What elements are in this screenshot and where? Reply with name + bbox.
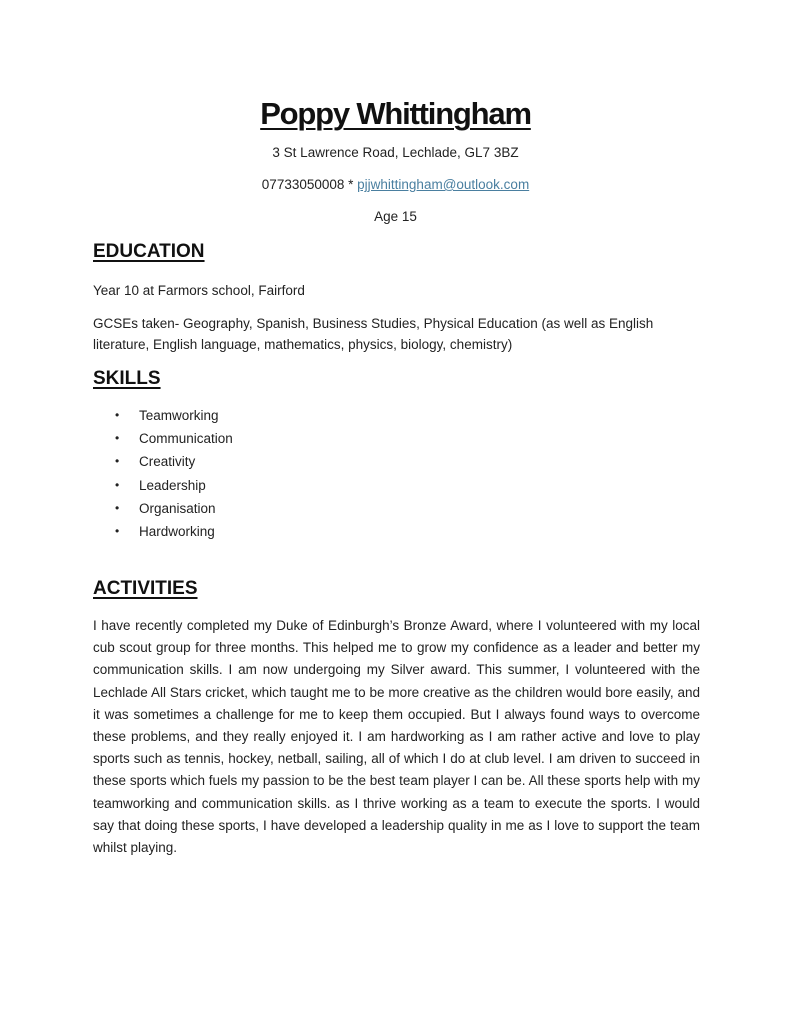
email-link[interactable]: pjjwhittingham@outlook.com (357, 177, 530, 192)
skills-list (93, 404, 233, 543)
skill-label: Hardworking (139, 523, 215, 539)
skill-item (93, 520, 233, 543)
skill-item (93, 497, 233, 520)
bullet-icon: • (115, 454, 120, 469)
age-line: Age 15 (374, 209, 417, 224)
skill-label: Communication (139, 431, 233, 447)
bullet-icon: • (115, 477, 120, 492)
education-heading: EDUCATION (93, 241, 205, 262)
skill-label: Teamworking (139, 408, 219, 423)
skills-heading: SKILLS (93, 368, 161, 389)
skill-label: Creativity (139, 454, 196, 470)
skill-item (93, 404, 233, 427)
education-gcses: GCSEs taken- Geography, Spanish, Business Studies, Physical Education (as well as English literature, English language, mathematics, physics, biology, chemistry) (93, 316, 654, 352)
education-school: Year 10 at Farmors school, Fairford (93, 283, 305, 298)
candidate-name: Poppy Whittingham (260, 96, 531, 131)
skill-item (93, 427, 233, 450)
bullet-icon: • (115, 500, 120, 515)
contact-line (0, 177, 791, 192)
skill-item (93, 450, 233, 473)
contact-separator: * (344, 177, 358, 192)
bullet-icon: • (115, 523, 120, 538)
bullet-icon: • (115, 431, 120, 446)
address-line: 3 St Lawrence Road, Lechlade, GL7 3BZ (272, 145, 519, 160)
activities-paragraph: I have recently completed my Duke of Edinburgh’s Bronze Award, where I volunteered with my local cub scout group for three months. This helped me to grow my confidence as a leader and better my communication skills. I am now undergoing my Silver award. This summer, I volunteered with the Lechlade All Stars cricket, which taught me to be more creative as the children would bore easily, and it was sometimes a challenge for me to keep them occupied. But I always found ways to overcome these problems, and they really enjoyed it. I am hardworking as I am rather active and love to play sports such as tennis, hockey, netball, sailing, all of which I do at club level. I am driven to succeed in these sports which fuels my passion to be the best team player I can be. All these sports help with my teamworking and communication skills. as I thrive working as a team to execute the sports. I would say that doing these sports, I have developed a leadership quality in me as I love to support the team whilst playing. (93, 618, 700, 856)
phone-number: 07733050008 (261, 177, 345, 192)
activities-heading: ACTIVITIES (93, 578, 198, 599)
skill-label: Leadership (139, 477, 206, 493)
skill-item (93, 474, 233, 497)
skill-label: Organisation (139, 500, 216, 516)
bullet-icon: • (115, 408, 120, 422)
